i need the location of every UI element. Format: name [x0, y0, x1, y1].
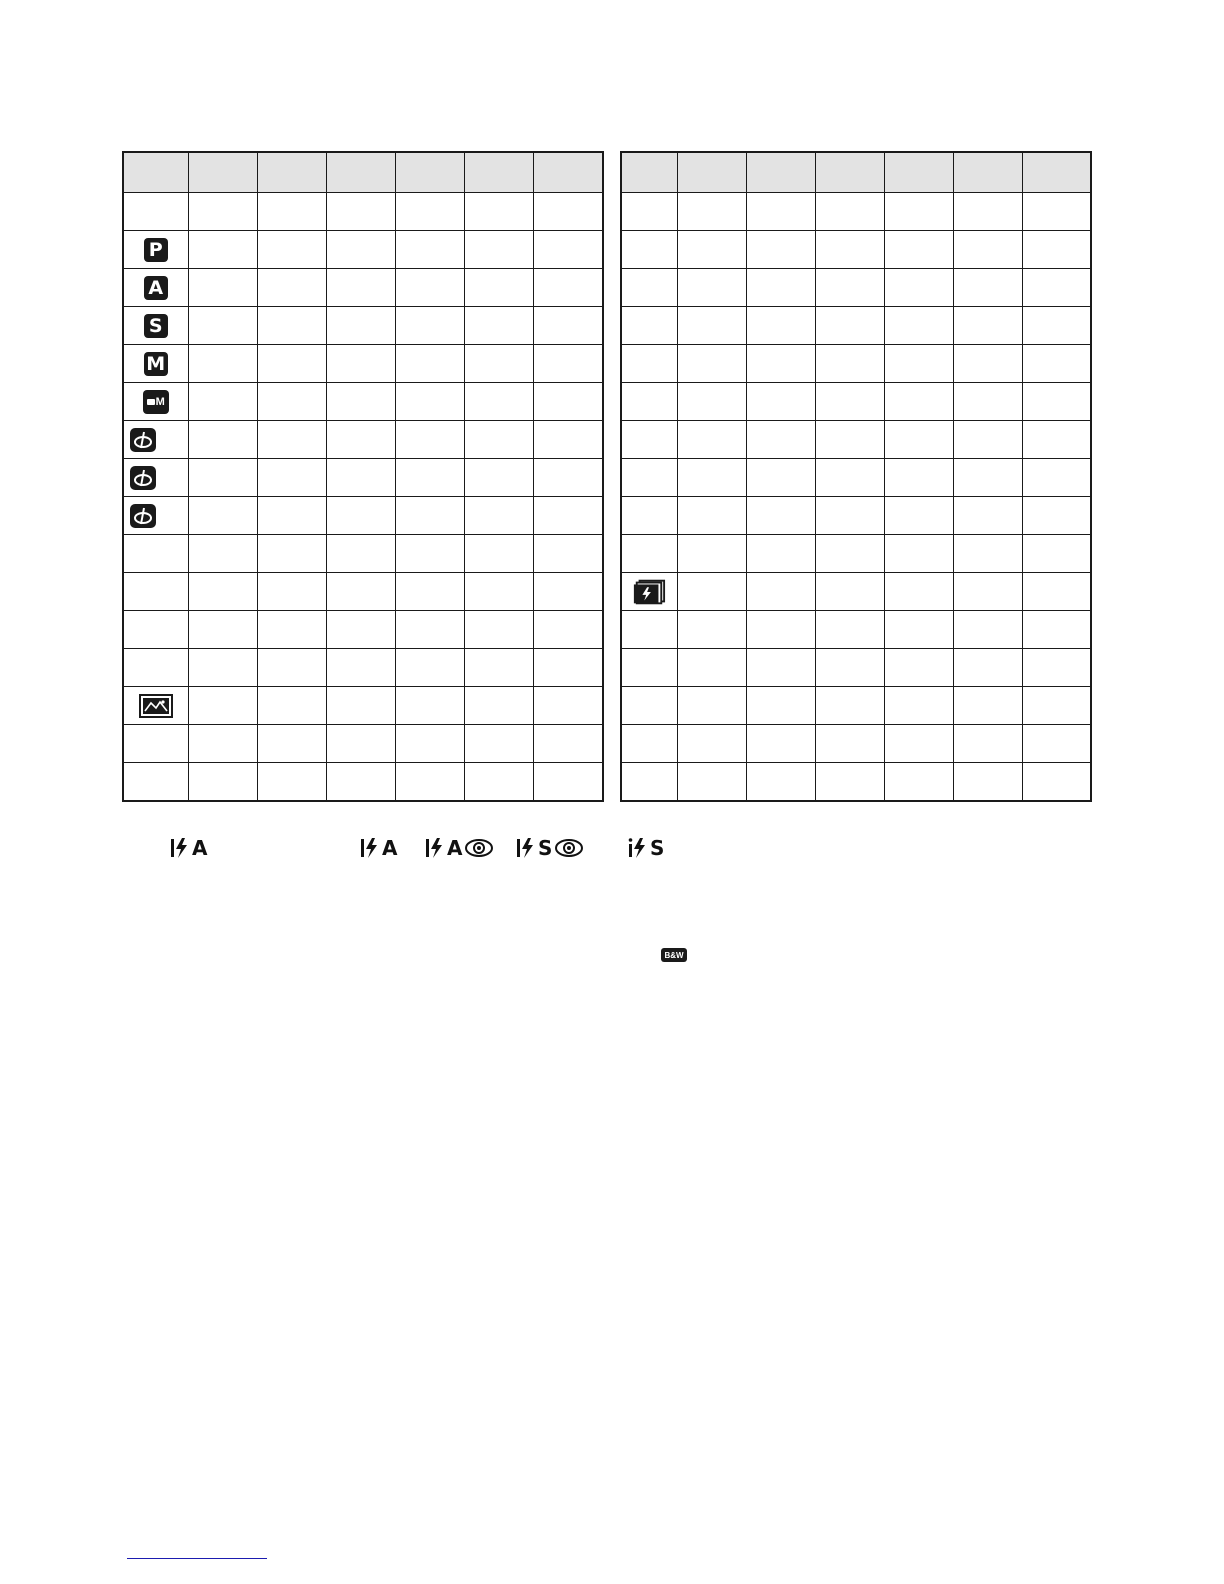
iflash-icon [628, 837, 648, 859]
table-row [621, 307, 1091, 345]
table-row [621, 459, 1091, 497]
table-row [621, 687, 1091, 725]
table-row [621, 573, 1091, 611]
manual-mode-icon: M [144, 352, 168, 376]
table-row [621, 269, 1091, 307]
iflash-icon [360, 837, 380, 859]
custom-mode-icon [130, 466, 156, 490]
flash-slow-redeye-symbol: S [516, 836, 584, 860]
table-row [123, 383, 603, 421]
table-row [123, 535, 603, 573]
table-row [123, 497, 603, 535]
table-row [123, 573, 603, 611]
table-row [621, 231, 1091, 269]
table-row [621, 193, 1091, 231]
table-row [123, 763, 603, 802]
table-row [621, 345, 1091, 383]
left-table [122, 151, 604, 802]
iflash-icon [425, 837, 445, 859]
flash-auto-symbol: A [170, 836, 207, 860]
table-row [621, 497, 1091, 535]
shutter-priority-icon: S [144, 314, 168, 338]
panorama-icon [139, 694, 173, 718]
flash-burst-icon [632, 578, 666, 606]
table-row [123, 725, 603, 763]
custom-mode-icon [130, 504, 156, 528]
table-row [621, 535, 1091, 573]
eye-icon [464, 838, 494, 858]
table-row [123, 459, 603, 497]
table-row [621, 421, 1091, 459]
table-row [123, 421, 603, 459]
table-row [123, 649, 603, 687]
table-row [123, 269, 603, 307]
table-row [123, 193, 603, 231]
creative-movie-icon: M [143, 390, 169, 414]
table-row [123, 231, 603, 269]
flash-auto-redeye-symbol: A [425, 836, 494, 860]
table-row [621, 611, 1091, 649]
table-row [621, 763, 1091, 802]
program-mode-icon: P [144, 238, 168, 262]
iflash-icon [170, 837, 190, 859]
table-row [621, 649, 1091, 687]
table-row [123, 307, 603, 345]
table-row [621, 725, 1091, 763]
table-row [621, 383, 1091, 421]
right-table [620, 151, 1092, 802]
left-table-header [123, 152, 603, 193]
aperture-priority-icon: A [144, 276, 168, 300]
bw-badge: B&W [661, 948, 687, 962]
custom-mode-icon [130, 428, 156, 452]
flash-auto-symbol: A [360, 836, 397, 860]
table-row [123, 345, 603, 383]
footer-rule [127, 1558, 267, 1559]
flash-slow-sync-symbol: S [628, 836, 664, 860]
iflash-icon [516, 837, 536, 859]
table-row [123, 687, 603, 725]
table-row [123, 611, 603, 649]
eye-icon [554, 838, 584, 858]
right-table-header [621, 152, 1091, 193]
